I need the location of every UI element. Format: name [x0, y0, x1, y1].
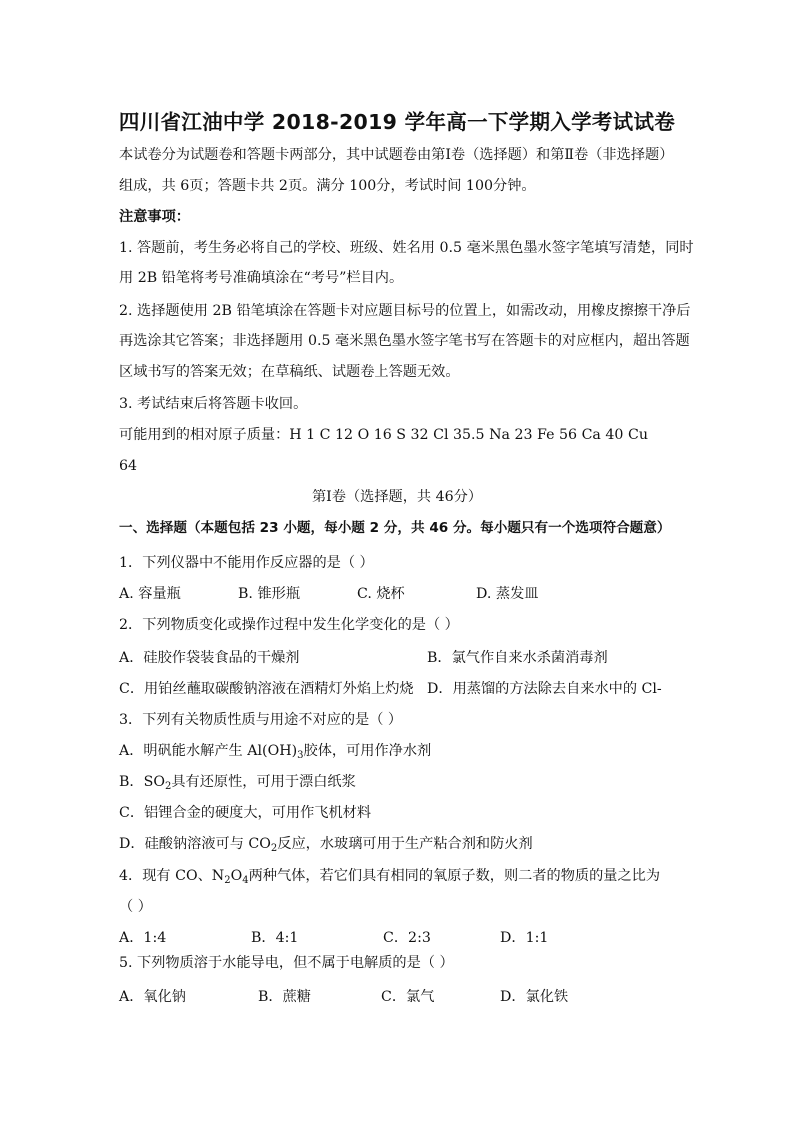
- q3-option-a-sub: 3: [297, 750, 304, 761]
- q4-stem: [119, 866, 679, 886]
- q3-option-d-pre: D．硅酸钠溶液可与 CO: [119, 836, 271, 852]
- q2-option-a: A．硅胶作袋装食品的干燥剂: [119, 650, 300, 666]
- q1-option-d: D. 蒸发皿: [476, 586, 539, 602]
- q5-stem: 5. 下列物质溶于水能导电，但不属于电解质的是（ ）: [119, 955, 454, 971]
- q5-option-c: C．氯气: [381, 989, 435, 1005]
- q3-stem: 3．下列有关物质性质与用途不对应的是（ ）: [119, 712, 403, 728]
- q2-stem: 2．下列物质变化或操作过程中发生化学变化的是（ ）: [119, 617, 459, 633]
- q4-stem-sub2: 4: [242, 875, 249, 886]
- note-line-1: 1. 答题前，考生务必将自己的学校、班级、姓名用 0.5 毫米黑色墨水签字笔填写清楚，同时: [119, 240, 694, 256]
- exam-title: 四川省江油中学 2018-2019 学年高一下学期入学考试试卷: [118, 110, 676, 134]
- intro-line-2: 组成，共 6页；答题卡共 2页。满分 100分，考试时间 100分钟。: [119, 178, 536, 194]
- note-line-3: 2. 选择题使用 2B 铅笔填涂在答题卡对应题目标号的位置上，如需改动，用橡皮擦擦干净后: [119, 303, 691, 319]
- q5-option-a: A．氧化钠: [119, 989, 186, 1005]
- note-line-5: 区域书写的答案无效；在草稿纸、试题卷上答题无效。: [119, 364, 460, 380]
- note-line-2: 用 2B 铅笔将考号准确填涂在“考号”栏目内。: [119, 270, 404, 286]
- q3-option-b-post: 具有还原性，可用于漂白纸浆: [171, 774, 356, 790]
- q1-option-a: A. 容量瓶: [119, 586, 181, 602]
- notes-heading: 注意事项：: [119, 209, 190, 225]
- q1-stem: 1．下列仪器中不能用作反应器的是（ ）: [119, 555, 374, 571]
- q3-option-d-post: 反应，水玻璃可用于生产粘合剂和防火剂: [277, 836, 533, 852]
- q1-option-c: C. 烧杯: [357, 586, 405, 602]
- q4-stem-post: 两种气体，若它们具有相同的氧原子数，则二者的物质的量之比为: [248, 868, 661, 884]
- q4-option-b: B．4:1: [251, 930, 299, 946]
- q4-option-d: D．1:1: [500, 930, 549, 946]
- q3-option-c: C．铝锂合金的硬度大，可用作飞机材料: [119, 805, 372, 821]
- q2-option-b: B．氯气作自来水杀菌消毒剂: [427, 650, 608, 666]
- q4-stem-mid: O: [230, 868, 243, 884]
- note-line-4: 再选涂其它答案；非选择题用 0.5 毫米黑色墨水签字笔书写在答题卡的对应框内，超出答题: [119, 333, 690, 349]
- q3-option-b-sub: 2: [164, 781, 172, 792]
- intro-line-1: 本试卷分为试题卷和答题卡两部分，其中试题卷由第Ⅰ卷（选择题）和第Ⅱ卷（非选择题）: [119, 147, 674, 163]
- q4-stem-sub1: 2: [224, 875, 231, 886]
- q4-option-c: C．2:3: [383, 930, 431, 946]
- q3-option-b-pre: B．SO: [119, 774, 165, 790]
- q5-option-b: B．蔗糖: [258, 989, 311, 1005]
- q2-option-c: C．用铂丝蘸取碳酸钠溶液在酒精灯外焰上灼烧: [119, 681, 414, 697]
- q3-option-d-sub: 2: [270, 843, 278, 854]
- q3-option-b: [119, 772, 679, 792]
- q4-stem-pre: 4．现有 CO、N: [119, 868, 225, 884]
- q3-option-a-post: 胶体，可用作净水剂: [303, 743, 432, 759]
- q2-option-d: D．用蒸馏的方法除去自来水中的 Cl-: [427, 681, 662, 697]
- part-heading: 一、选择题（本题包括 23 小题，每小题 2 分，共 46 分。每小题只有一个选项符合题意）: [119, 520, 671, 536]
- atomic-mass-line-2: 64: [119, 458, 138, 474]
- q1-option-b: B. 锥形瓶: [238, 586, 301, 602]
- section-title: 第Ⅰ卷（选择题，共 46分）: [311, 489, 483, 505]
- q3-option-a-pre: A．明矾能水解产生 Al(OH): [119, 743, 298, 759]
- q4-option-a: A．1:4: [119, 930, 167, 946]
- q5-option-d: D．氯化铁: [500, 989, 569, 1005]
- q3-option-d: [119, 834, 679, 854]
- atomic-mass-line-1: 可能用到的相对原子质量：H 1 C 12 O 16 S 32 Cl 35.5 Na 23 Fe 56 Ca 40 Cu: [119, 427, 648, 443]
- q3-option-a: [119, 741, 679, 761]
- q4-paren: （ ）: [119, 899, 152, 915]
- note-line-6: 3. 考试结束后将答题卡收回。: [119, 396, 308, 412]
